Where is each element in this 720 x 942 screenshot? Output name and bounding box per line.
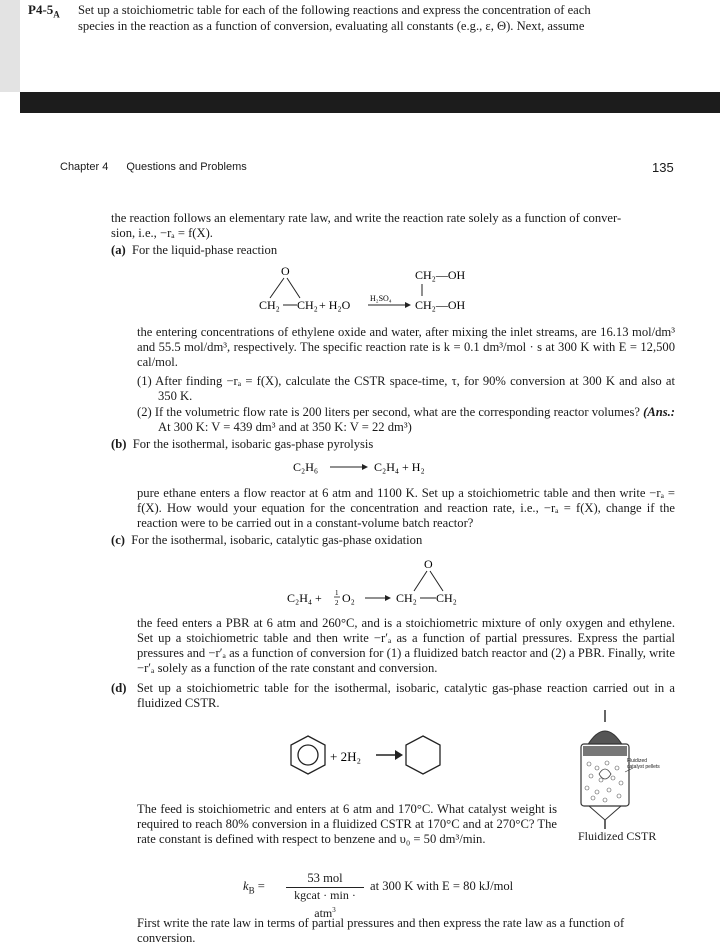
glycol-top-group: CH₂—OH — [415, 268, 466, 282]
part-b-text: pure ethane enters a flow reactor at 6 atm and 1100 K. Set up a stoichiometric table and then write −rₐ = f(X). How would your equation for the concentration and reaction rate, i.e., −rₐ = f(X), change if the reaction were to be carried out in a constant-volume batch reactor? — [137, 486, 675, 530]
part-d-heading: (d) Set up a stoichiometric table for the isothermal, isobaric, catalytic gas-phase reaction carried out in a fluidized CSTR. — [111, 681, 675, 710]
ethylene-oxide-ch2-left: CH₂ — [259, 298, 280, 312]
cyclohexane-ring — [406, 736, 440, 774]
part-a-question-2: (2) If the volumetric flow rate is 200 liters per second, what are the corresponding reactor volumes? (Ans.: At 300 K: V = 439 dm³ and at 350 K: V = 22 dm³) — [137, 405, 675, 434]
ethylene-oxide-ch2-left-c: CH₂ — [396, 591, 417, 605]
part-a-heading: (a) For the liquid-phase reaction — [111, 243, 278, 257]
ethylene-plus-hydrogen: C₂H₄ + H₂ — [374, 460, 425, 474]
problem-label: $P4-5_A$ — [28, 2, 60, 20]
page-number: 135 — [652, 160, 674, 175]
epoxide-bond-right — [287, 278, 300, 298]
half-numerator: 1 — [335, 589, 339, 597]
fluidized-cstr-figure — [573, 708, 663, 830]
part-a-text: the entering concentrations of ethylene oxide and water, after mixing the inlet streams, are 16.13 mol/dm³ and 55.5 mol/dm³, respectively. The specific reaction rate is k = 0.1 dm³/mol · s at 300 K with E = 12,500 cal/mol. — [137, 325, 675, 369]
left-margin-bar — [0, 0, 20, 92]
section-label: Questions and Problems — [126, 161, 247, 173]
page-separator-band — [20, 92, 720, 113]
rate-constant-label: $k_B$ = — [243, 879, 265, 896]
reaction-c-diagram — [282, 555, 482, 607]
reaction-d-diagram — [288, 734, 448, 776]
part-c-heading: (c) For the isothermal, isobaric, catalytic gas-phase oxidation — [111, 533, 423, 547]
part-c-text: the feed enters a PBR at 6 atm and 260°C, and is a stoichiometric mixture of only oxygen and ethylene. Set up a stoichiometric table and then write −r′ₐ as a function of partial pressures. Express the partial pressures and −r′ₐ as a function of conversion for (1) a fluidized batch reactor and (2) a PBR. Finally, write −r′ₐ solely as a function of the rate constant and conversion. — [137, 616, 675, 675]
catalyst-pellets-label: Fluidized catalyst pellets — [627, 758, 660, 770]
reaction-b-diagram — [290, 456, 460, 478]
running-header — [60, 161, 247, 173]
part-a-question-1: (1) After finding −rₐ = f(X), calculate the CSTR space-time, τ, for 90% conversion at 300 K and also at 350 K. — [137, 374, 675, 403]
problem-intro: Set up a stoichiometric table for each of the following reactions and express the concentration of each species in the reaction as a function of conversion, evaluating all constants (e.g., ε, Θ). Next, assume — [78, 3, 591, 33]
plus-water: + H₂O — [319, 298, 351, 312]
benzene-ring — [291, 736, 325, 774]
epoxide-oxygen-c: O — [424, 557, 433, 571]
epoxide-bond-left — [270, 278, 284, 298]
reaction-a-diagram — [255, 262, 515, 318]
continuation-text: the reaction follows an elementary rate law, and write the reaction rate solely as a function of conver- sion, i.e., −rₐ = f(X). — [111, 211, 622, 240]
plus-2h2: + 2H₂ — [330, 749, 362, 764]
glycol-bottom-group: CH₂—OH — [415, 298, 466, 312]
half-denominator: 2 — [335, 599, 339, 607]
part-b-heading: (b) For the isothermal, isobaric gas-phase pyrolysis — [111, 437, 374, 451]
epoxide-oxygen: O — [281, 264, 290, 278]
ethylene-plus: C₂H₄ + — [287, 591, 322, 605]
figure-caption: Fluidized CSTR — [578, 829, 657, 843]
final-instruction: First write the rate law in terms of partial pressures and then express the rate law as a function of conversion. — [137, 916, 625, 942]
oxygen: O₂ — [342, 591, 355, 605]
rate-constant-fraction: 53 mol kgcat · min · atm$^3$ — [286, 871, 364, 921]
chapter-label: Chapter 4 — [60, 161, 109, 173]
catalyst-h2so4: H₂SO₄ — [370, 294, 392, 303]
ethylene-oxide-ch2-right-c: CH₂ — [436, 591, 457, 605]
rate-constant-condition: at 300 K with E = 80 kJ/mol — [370, 879, 514, 893]
ethylene-oxide-ch2-right: CH₂ — [297, 298, 318, 312]
ethane: C₂H₆ — [293, 460, 319, 474]
part-d-text: The feed is stoichiometric and enters at 6 atm and 170°C. What catalyst weight is required to reach 80% conversion in a fluidized CSTR at 170°C and at 270°C? The rate constant is defined with respect to benzene and υ₀ = 50 dm³/min. — [137, 802, 557, 846]
